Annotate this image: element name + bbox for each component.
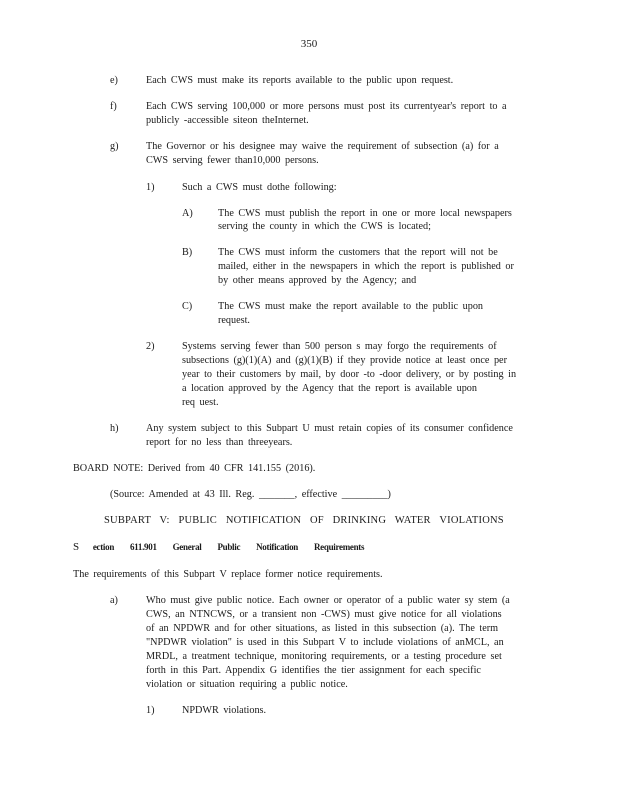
item-e-text: Each CWS must make its reports available to the public upon request. [146,75,454,86]
item-a-line-6: forth in this Part. Appendix G identifies the tier assignment for each specific [146,665,481,676]
source-blank-1: _______ [258,489,295,500]
source-mid: , effective [294,489,338,500]
item-g1c-line-2: request. [218,315,250,326]
item-g-line-2: CWS serving fewer than10,000 persons. [146,155,319,166]
item-g2-line-2: subsections (g)(1)(A) and (g)(1)(B) if they provide notice at least once per [182,355,507,366]
section-heading-word: ection [92,542,115,552]
page-number: 350 [300,38,318,50]
item-g2-line-1: Systems serving fewer than 500 person s may forgo the requirements of [182,341,497,352]
intro-paragraph: The requirements of this Subpart V replace former notice requirements. [73,569,383,580]
section-title-word-1: General [172,542,202,552]
item-a-label: a) [110,595,118,606]
item-g1-text: Such a CWS must dothe following: [182,182,337,193]
section-heading-initial: S [73,541,79,553]
item-g1a-label: A) [182,208,193,219]
item-g1b-label: B) [182,247,193,258]
section-heading [73,541,378,555]
item-g1c-label: C) [182,301,193,312]
item-g2-label: 2) [146,341,155,352]
item-g2-line-4: a location approved by the Agency that the report is available upon [182,383,477,394]
item-g2-line-3: year to their customers by mail, by door -to -door delivery, or by posting in [182,369,517,380]
item-a1-label: 1) [146,705,155,716]
item-g1a-line-2: serving the county in which the CWS is located; [218,221,431,232]
item-h-line-1: Any system subject to this Subpart U must retain copies of its consumer confidence [146,423,513,434]
item-a-line-7: violation or situation requiring a public notice. [146,679,348,690]
item-h-label: h) [110,423,119,434]
item-a-line-5: MRDL, a treatment technique, monitoring requirements, or a testing procedure set [146,651,502,662]
item-f-line-1: Each CWS serving 100,000 or more persons must post its currentyear's report to a [146,101,507,112]
item-a-line-1: Who must give public notice. Each owner or operator of a public water sy stem (a [146,595,510,606]
item-f-label: f) [110,101,117,112]
item-g-line-1: The Governor or his designee may waive the requirement of subsection (a) for a [146,141,499,152]
item-g1b-line-2: mailed, either in the newspapers in which the report is published or [218,261,514,272]
item-g1a-line-1: The CWS must publish the report in one or more local newspapers [218,208,512,219]
item-h-line-2: report for no less than threeyears. [146,437,293,448]
item-g1c-line-1: The CWS must make the report available to the public upon [218,301,484,312]
section-title-word-4: Requirements [313,542,365,552]
item-a-line-3: of an NPDWR and for other situations, as listed in this subsection (a). The term [146,623,499,634]
subpart-heading: SUBPART V: PUBLIC NOTIFICATION OF DRINKING WATER VIOLATIONS [104,515,504,526]
item-f-line-2: publicly -accessible siteon theInternet. [146,115,309,126]
source-line [110,488,391,502]
item-g1b-line-1: The CWS must inform the customers that the report will not be [218,247,498,258]
section-title-word-3: Notification [256,542,299,552]
source-suffix: ) [387,489,391,500]
item-g2-line-5: req uest. [182,397,219,408]
item-e-label: e) [110,75,118,86]
item-a1-text: NPDWR violations. [182,705,267,716]
board-note: BOARD NOTE: Derived from 40 CFR 141.155 (2016). [73,463,316,474]
item-a-line-4: "NPDWR violation" is used in this Subpart V to include violations of anMCL, an [146,637,504,648]
item-g1b-line-3: by other means approved by the Agency; and [218,275,417,286]
item-g-label: g) [110,141,119,152]
source-blank-2: _________ [341,489,388,500]
section-title-word-2: Public [217,542,241,552]
section-number: 611.901 [129,542,157,552]
source-prefix: (Source: Amended at 43 Ill. Reg. [110,489,255,500]
item-a-line-2: CWS, an NTNCWS, or a transient non -CWS) must give notice for all violations [146,609,502,620]
item-g1-label: 1) [146,182,155,193]
